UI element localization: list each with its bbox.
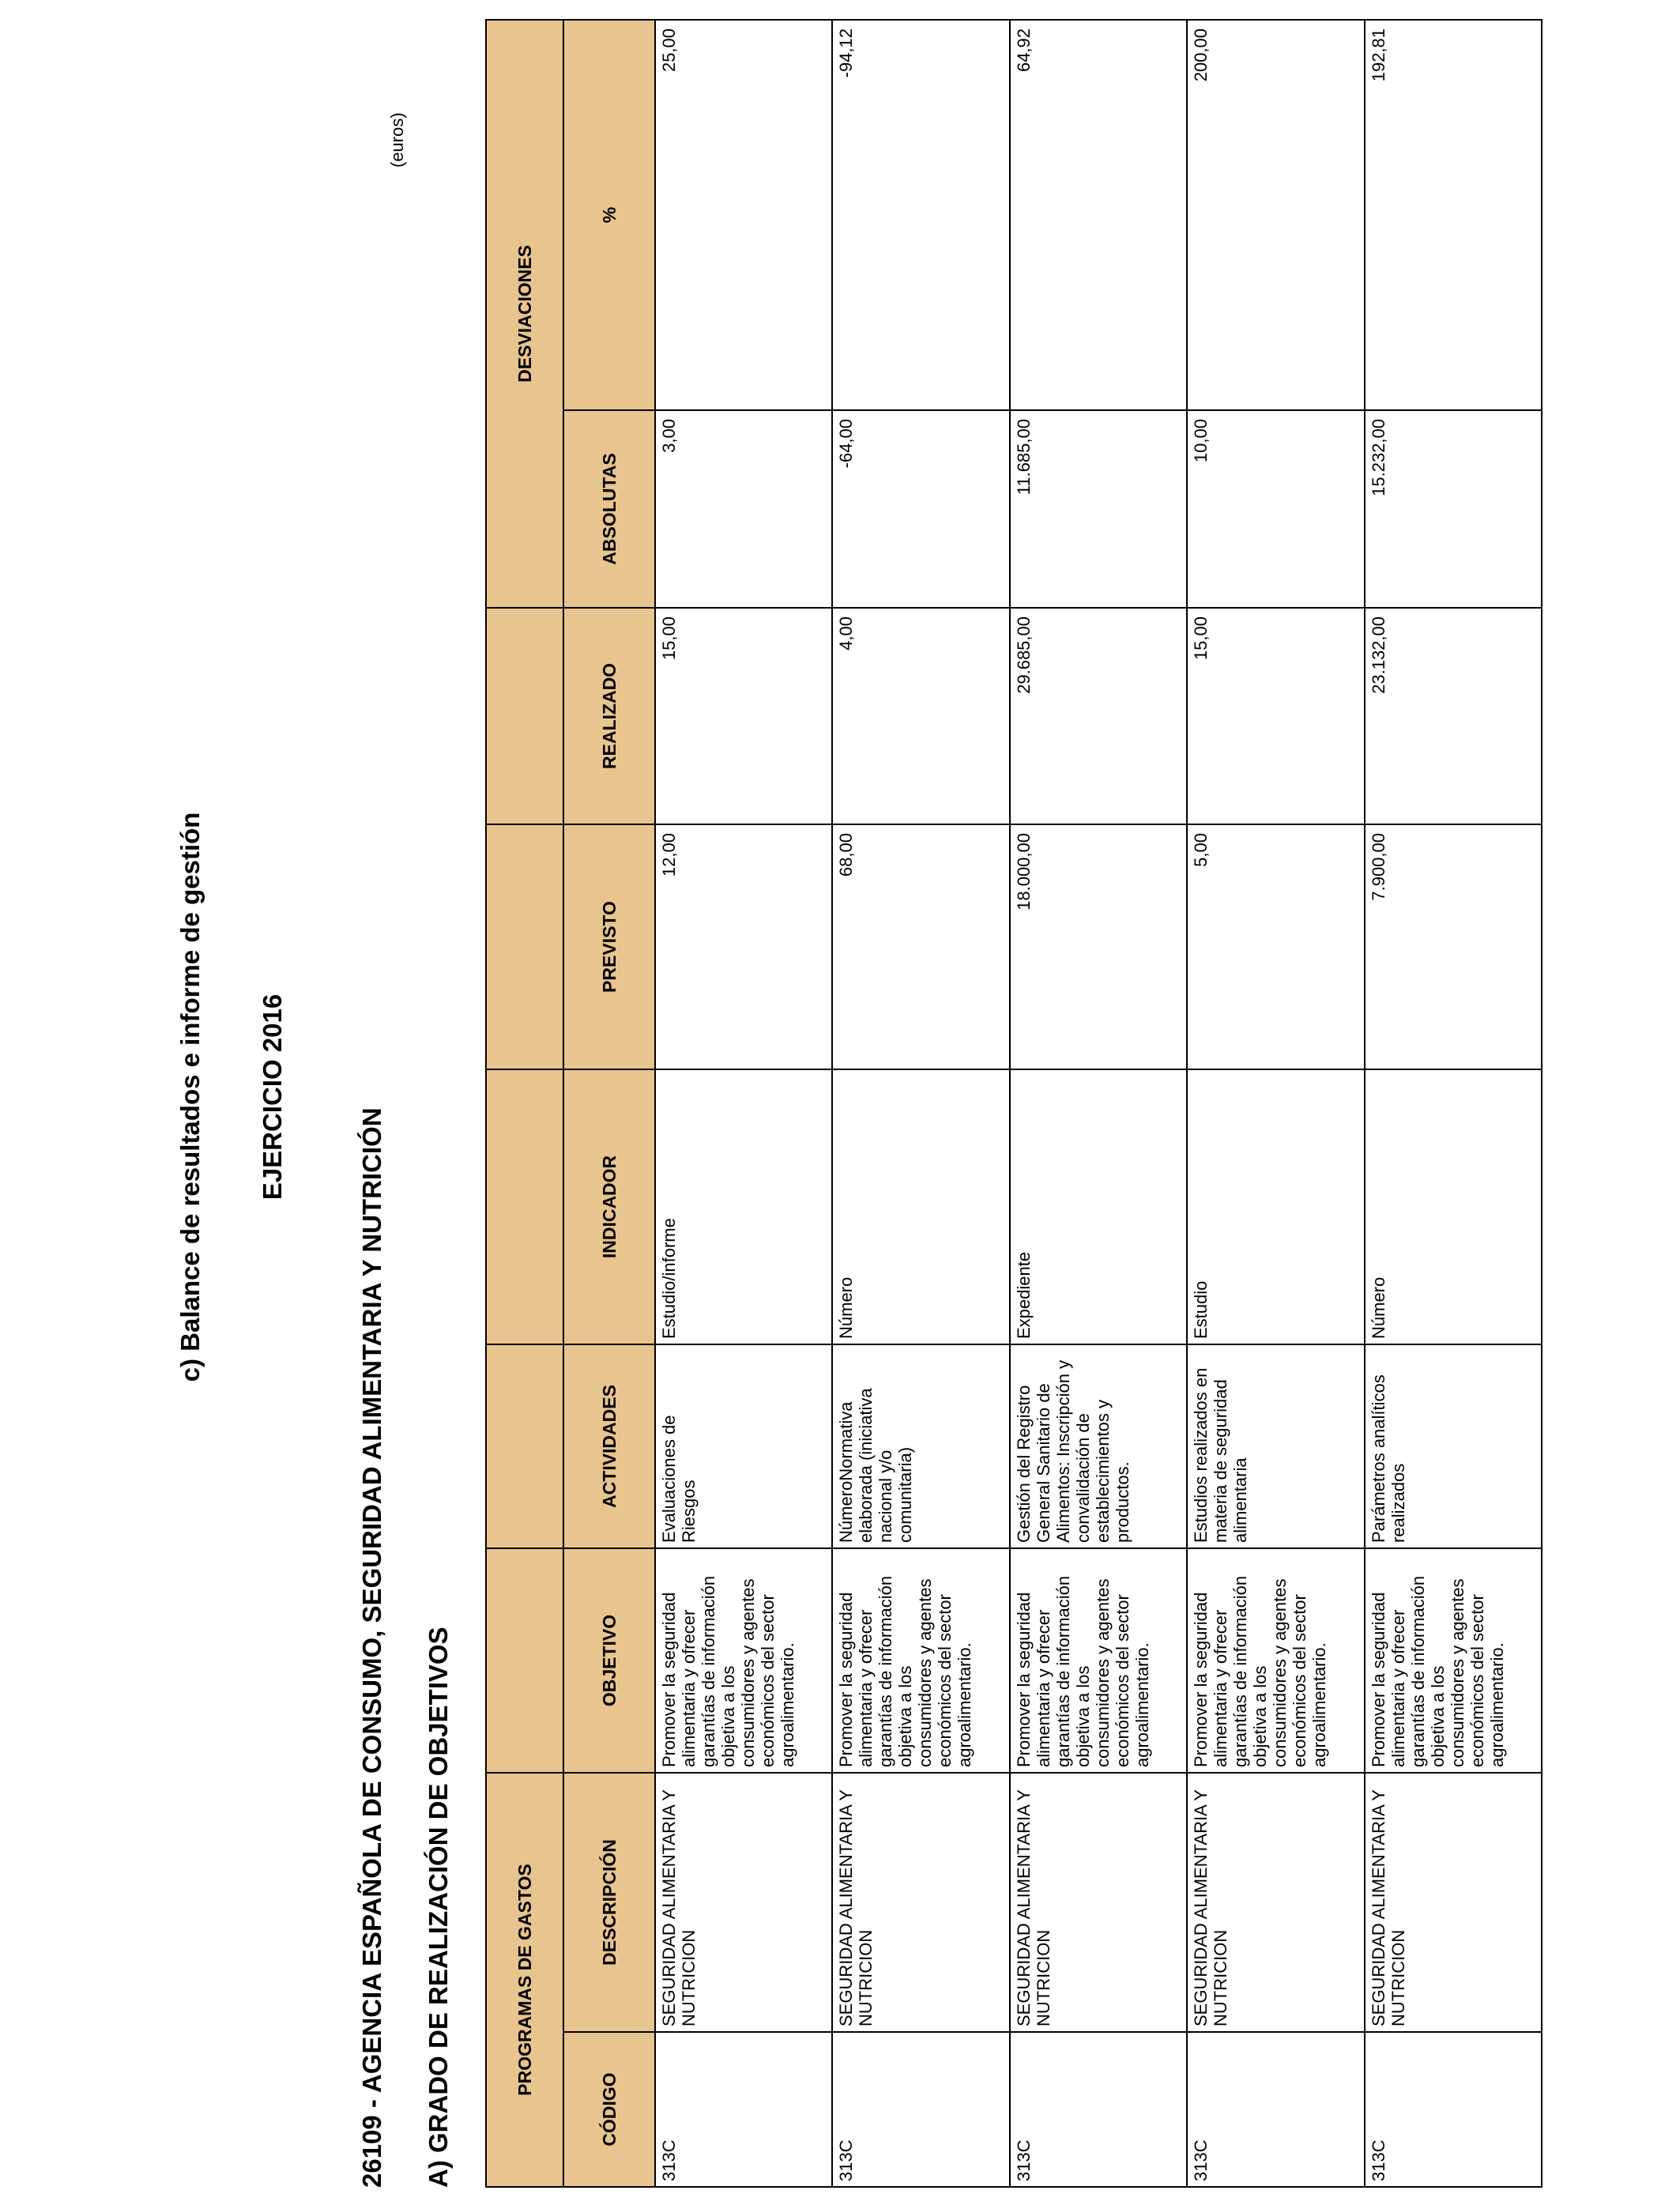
table-row: [1010, 20, 1187, 2187]
column-header-realizado: REALIZADO: [563, 608, 655, 824]
cell-descripcion: SEGURIDAD ALIMENTARIA Y NUTRICION: [1187, 1773, 1364, 2032]
cell-previsto: 7.900,00: [1365, 824, 1542, 1069]
table-row: [1187, 20, 1364, 2187]
cell-indicador: Estudio/informe: [655, 1069, 832, 1344]
column-header-descripcion: DESCRIPCIÓN: [563, 1773, 655, 2032]
cell-codigo: 313C: [655, 2032, 832, 2187]
group-header-blank: [486, 1344, 563, 1548]
cell-porcentaje: 64,92: [1010, 20, 1187, 410]
cell-absolutas: 3,00: [655, 410, 832, 608]
cell-codigo: 313C: [1010, 2032, 1187, 2187]
group-header-programas: PROGRAMAS DE GASTOS: [486, 1773, 563, 2187]
exercise-year: EJERCICIO 2016: [258, 993, 287, 1201]
column-header-objetivo: OBJETIVO: [563, 1548, 655, 1773]
group-header-blank: [486, 824, 563, 1069]
column-header-absolutas: ABSOLUTAS: [563, 410, 655, 608]
objectives-table: [485, 19, 1543, 2188]
cell-descripcion: SEGURIDAD ALIMENTARIA Y NUTRICION: [1010, 1773, 1187, 2032]
cell-objetivo: Promover la seguridad alimentaria y ofrecer garantías de información objetiva a los consumidores y agentes económicos del sector agroalimentario.: [1365, 1548, 1542, 1773]
cell-indicador: Estudio: [1187, 1069, 1364, 1344]
cell-codigo: 313C: [1365, 2032, 1542, 2187]
cell-actividades: Evaluaciones de Riesgos: [655, 1344, 832, 1548]
cell-actividades: Estudios realizados en materia de seguridad alimentaria: [1187, 1344, 1364, 1548]
rotated-page: c) Balance de resultados e informe de gestión EJERCICIO 2016 26109 - AGENCIA ESPAÑOLA DE CONSUMO, SEGURIDAD ALIMENTARIA Y NUTRICIÓN A) GRADO DE REALIZACIÓN DE OBJETIVOS (euros) PROGRAMAS DE GASTOS DESVIACIONES CÓDIGO DESCRIPCIÓN OBJETIVO ACTIVIDADES INDICADOR PREVISTO REALIZADO ABSOLUTAS % 313C SEGURIDAD ALIMENTARIA Y NUTRICION Promover la seguridad alimentaria y ofrecer garantías de información objetiva a los consumidores y agentes económicos del sector agroalimentario. Evaluaciones de Riesgos Estudio/informe 12,00 15,00 3,00 25,00 313C SEGURIDAD ALIMENTARIA Y NUTRICION Promover la seguridad alimentaria y ofrecer garantías de información objetiva a los consumidores y agentes económicos del sector agroalimentario. NúmeroNormativa elaborada (iniciativa nacional y/o comunitaria) Número 68,00 4,00 -64,00 -94,12 313C SEGURIDAD ALIMENTARIA Y NUTRICION Promover la seguridad alimentaria y ofrecer garantías de información objetiva a los consumidores y agentes económicos del sector agroalimentario. Gestión del Registro General Sanitario de Alimentos: Inscripción y convalidación de establecimientos y productos. Expediente 18.000,00 29.685,00 11.685,00 64,92 313C SEGURIDAD ALIMENTARIA Y NUTRICION Promover la seguridad alimentaria y ofrecer garantías de información objetiva a los consumidores y agentes económicos del sector agroalimentario. Estudios realizados en materia de seguridad alimentaria Estudio 5,00 15,00 10,00 200,00 313C SEGURIDAD ALIMENTARIA Y NUTRICION Promover la seguridad alimentaria y ofrecer garantías de información objetiva a los consumidores y agentes económicos del sector agroalimentario. Parámetros analíticos realizados Número 7.900,00 23.132,00 15.232,00 192,81: [0, 0, 1680, 2194]
column-header-porcentaje: %: [563, 20, 655, 410]
section-title: A) GRADO DE REALIZACIÓN DE OBJETIVOS: [424, 1627, 453, 2188]
cell-codigo: 313C: [832, 2032, 1009, 2187]
cell-objetivo: Promover la seguridad alimentaria y ofrecer garantías de información objetiva a los consumidores y agentes económicos del sector agroalimentario.: [1187, 1548, 1364, 1773]
cell-descripcion: SEGURIDAD ALIMENTARIA Y NUTRICION: [1365, 1773, 1542, 2032]
column-header-previsto: PREVISTO: [563, 824, 655, 1069]
cell-actividades: NúmeroNormativa elaborada (iniciativa nacional y/o comunitaria): [832, 1344, 1009, 1548]
table-row: [832, 20, 1009, 2187]
column-header-actividades: ACTIVIDADES: [563, 1344, 655, 1548]
column-header-indicador: INDICADOR: [563, 1069, 655, 1344]
cell-absolutas: 15.232,00: [1365, 410, 1542, 608]
document-subtitle: c) Balance de resultados e informe de gestión: [175, 812, 205, 1382]
cell-porcentaje: -94,12: [832, 20, 1009, 410]
cell-indicador: Expediente: [1010, 1069, 1187, 1344]
cell-indicador: Número: [832, 1069, 1009, 1344]
cell-previsto: 12,00: [655, 824, 832, 1069]
cell-realizado: 4,00: [832, 608, 1009, 824]
cell-actividades: Parámetros analíticos realizados: [1365, 1344, 1542, 1548]
cell-objetivo: Promover la seguridad alimentaria y ofrecer garantías de información objetiva a los consumidores y agentes económicos del sector agroalimentario.: [655, 1548, 832, 1773]
cell-objetivo: Promover la seguridad alimentaria y ofrecer garantías de información objetiva a los consumidores y agentes económicos del sector agroalimentario.: [832, 1548, 1009, 1773]
cell-realizado: 29.685,00: [1010, 608, 1187, 824]
cell-indicador: Número: [1365, 1069, 1542, 1344]
group-header-desviaciones: DESVIACIONES: [486, 20, 563, 608]
cell-previsto: 18.000,00: [1010, 824, 1187, 1069]
cell-absolutas: 10,00: [1187, 410, 1364, 608]
cell-absolutas: -64,00: [832, 410, 1009, 608]
group-header-row: [486, 20, 563, 2187]
cell-descripcion: SEGURIDAD ALIMENTARIA Y NUTRICION: [832, 1773, 1009, 2032]
cell-porcentaje: 200,00: [1187, 20, 1364, 410]
group-header-blank: [486, 1548, 563, 1773]
column-header-codigo: CÓDIGO: [563, 2032, 655, 2187]
entity-title: 26109 - AGENCIA ESPAÑOLA DE CONSUMO, SEGURIDAD ALIMENTARIA Y NUTRICIÓN: [357, 1107, 386, 2188]
cell-actividades: Gestión del Registro General Sanitario de Alimentos: Inscripción y convalidación de establecimientos y productos.: [1010, 1344, 1187, 1548]
column-header-row: [563, 20, 655, 2187]
cell-codigo: 313C: [1187, 2032, 1364, 2187]
table-row: [655, 20, 832, 2187]
cell-previsto: 5,00: [1187, 824, 1364, 1069]
cell-previsto: 68,00: [832, 824, 1009, 1069]
cell-absolutas: 11.685,00: [1010, 410, 1187, 608]
cell-porcentaje: 192,81: [1365, 20, 1542, 410]
cell-objetivo: Promover la seguridad alimentaria y ofrecer garantías de información objetiva a los consumidores y agentes económicos del sector agroalimentario.: [1010, 1548, 1187, 1773]
cell-porcentaje: 25,00: [655, 20, 832, 410]
cell-realizado: 15,00: [1187, 608, 1364, 824]
cell-realizado: 15,00: [655, 608, 832, 824]
group-header-blank: [486, 1069, 563, 1344]
group-header-blank: [486, 608, 563, 824]
table-row: [1365, 20, 1542, 2187]
cell-realizado: 23.132,00: [1365, 608, 1542, 824]
cell-descripcion: SEGURIDAD ALIMENTARIA Y NUTRICION: [655, 1773, 832, 2032]
